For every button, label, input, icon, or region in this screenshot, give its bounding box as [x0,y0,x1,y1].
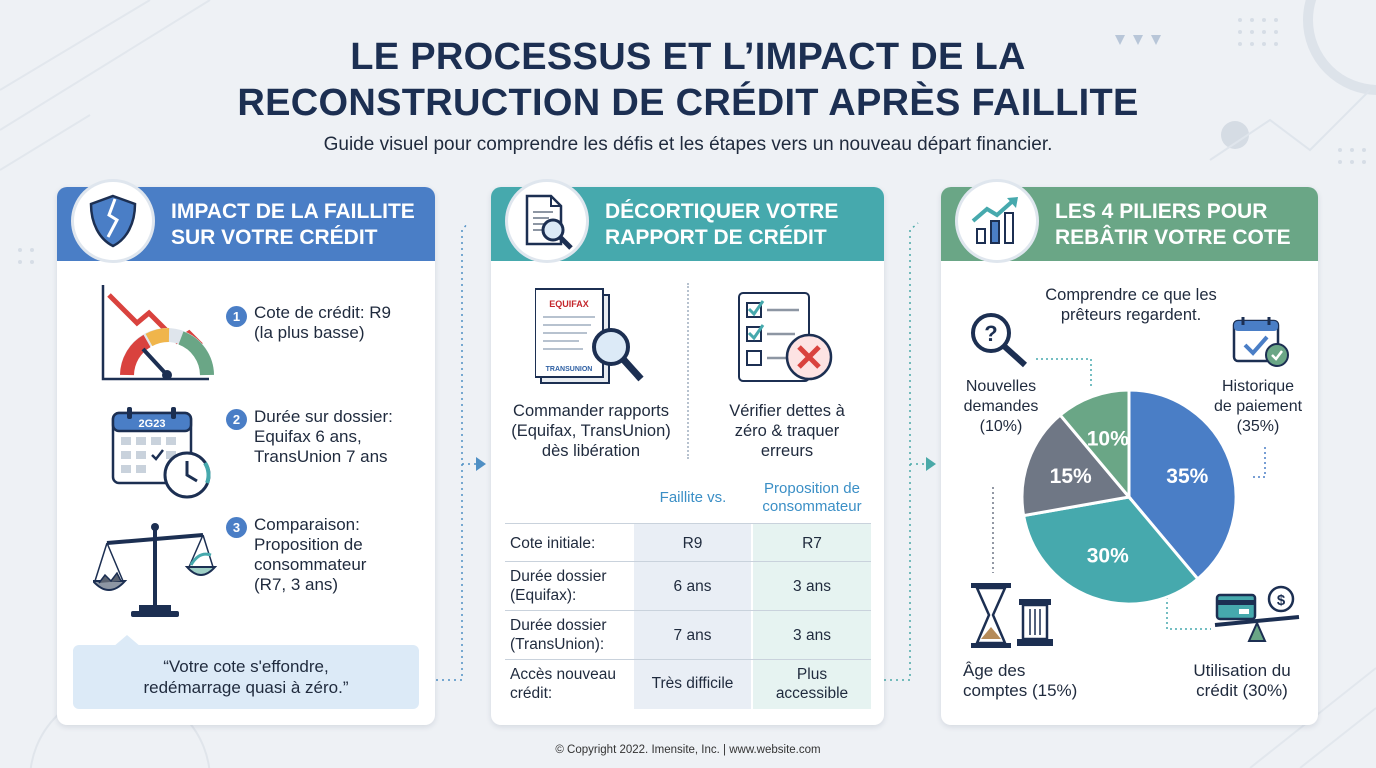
credit-report-documents-icon [535,287,649,391]
label-historique-line1: Historique [1221,378,1295,395]
calendar-year: 2G23 [138,418,166,430]
page-subtitle: Guide visuel pour comprendre les défis et les étapes vers un nouveau départ financier. [323,134,1053,155]
report-card-header [491,187,884,261]
impact-card [57,187,435,725]
document-search-icon [505,179,589,263]
table-row-label [510,567,607,605]
question-magnifier-icon [967,311,1033,369]
footer-copyright: © Copyright 2022. Imensite, Inc. | www.website.com [555,744,821,756]
page-title-line2: RECONSTRUCTION DE CRÉDIT APRÈS FAILLITE [237,82,1139,124]
impact-item-2-line3: TransUnion 7 ans [254,447,388,466]
pie-slice-label: 30% [1086,544,1129,568]
verify-debts-line1: Vérifier dettes à [729,402,845,420]
table-row [505,523,871,561]
impact-item-3-line3: consommateur [254,555,367,574]
label-historique-line3: (35%) [1236,418,1280,435]
pillars-header-line2: REBÂTIR VOTRE COTE [1055,226,1291,249]
table-row-label-line2: crédit: [510,685,553,702]
label-age-line1: Âge des [963,661,1026,680]
table-row [505,610,871,659]
pie-slice-label: 15% [1049,464,1092,488]
report-header-line1: DÉCORTIQUER VOTRE [605,200,839,223]
pie-slice-label: 35% [1166,464,1209,488]
order-reports-line2: (Equifax, TransUnion) [511,422,671,440]
label-utilisation-credit [1177,661,1307,701]
pillars-intro-line1: Comprendre ce que les [1045,286,1217,304]
order-reports-caption [493,401,689,461]
impact-item-1-number: 1 [226,306,247,327]
table-row-label: Cote initiale: [510,535,596,552]
label-nouvelles-line2: demandes [963,398,1039,415]
equifax-logo-text: EQUIFAX [549,299,589,309]
table-cell-faillite: 6 ans [673,578,712,595]
impact-item-3-line2: Proposition de [254,535,363,554]
order-reports-line3: dès libération [541,442,641,460]
label-historique-line2: de paiement [1213,398,1303,415]
impact-item-3-text [254,515,366,595]
table-cell-faillite: 7 ans [673,627,712,644]
pie-slice-label: 10% [1086,427,1129,451]
label-utilisation-line2: crédit (30%) [1196,681,1288,700]
impact-item-3-line4: (R7, 3 ans) [254,575,339,594]
broken-shield-icon [71,179,155,263]
impact-item-3-line1: Comparaison: [254,515,360,534]
svg-text:?: ? [984,321,998,346]
table-cell-proposition-line1: Plus [796,666,828,683]
table-header-faillite: Faillite vs. [659,489,727,506]
label-age-line2: comptes (15%) [963,681,1078,700]
verify-debts-caption [699,401,875,461]
table-cell-proposition: 3 ans [793,578,831,595]
impact-item-2-line1: Durée sur dossier: [254,407,393,426]
card-balance-icon [1211,585,1305,647]
verify-debts-line3: erreurs [760,442,814,460]
report-header-line2: RAPPORT DE CRÉDIT [605,226,827,249]
transunion-logo-text: TRANSUNION [545,366,593,373]
table-row-label-line1: Durée dossier [510,617,607,634]
calendar-clock-icon [109,405,215,503]
label-nouvelles-demandes [947,377,1055,437]
pillars-header-line1: LES 4 PILIERS POUR [1055,200,1268,223]
calendar-check-icon [1231,315,1291,369]
label-nouvelles-line3: (10%) [979,418,1023,435]
report-card [491,187,884,725]
table-row [505,561,871,610]
table-header-proposition-line1: Proposition de [764,480,860,497]
pillars-intro-line2: prêteurs regardent. [1060,306,1202,324]
table-cell-faillite: R9 [682,535,703,552]
table-row-label-line1: Accès nouveau [510,666,616,683]
impact-header-line2: SUR VOTRE CRÉDIT [171,226,378,249]
table-row-label-line1: Durée dossier [510,568,607,585]
impact-item-2-line2: Equifax 6 ans, [254,427,362,446]
label-historique-paiement [1193,377,1323,437]
svg-text:$: $ [1276,592,1286,609]
impact-item-2-text [254,407,393,467]
table-cell-proposition: R7 [802,535,822,552]
order-reports-line1: Commander rapports [513,402,669,420]
quote-line1: “Votre cote s'effondre, [163,657,329,676]
pillars-card [941,187,1318,725]
table-row-label [510,665,616,703]
checklist-error-icon [735,291,839,387]
label-utilisation-line1: Utilisation du [1193,661,1291,680]
table-cell-proposition: 3 ans [793,627,831,644]
table-row-label-line2: (TransUnion): [510,636,605,653]
impact-card-header [57,187,435,261]
impact-item-3-number: 3 [226,517,247,538]
table-row-label-line2: (Equifax): [510,587,577,604]
table-row-label [510,616,607,654]
table-row [505,659,871,709]
table-header-proposition-line2: consommateur [762,498,862,515]
page-title [0,34,1376,126]
verify-debts-line2: zéro & traquer [734,422,840,440]
label-nouvelles-line1: Nouvelles [965,378,1037,395]
impact-item-1-line2: (la plus basse) [254,323,365,342]
table-cell-faillite: Très difficile [651,675,734,692]
hourglass-pillar-icon [967,581,1059,651]
impact-item-1-text [254,303,391,343]
page-title-line1: LE PROCESSUS ET L’IMPACT DE LA [350,36,1026,78]
table-cell-proposition [753,665,871,703]
quote-line2: redémarrage quasi à zéro.” [143,678,349,697]
falling-gauge-icon [97,283,215,383]
table-cell-proposition-line2: accessible [775,685,849,702]
impact-header-line1: IMPACT DE LA FAILLITE [171,200,415,223]
impact-item-2-number: 2 [226,409,247,430]
label-age-comptes [951,661,1081,701]
balance-scale-icon [93,521,217,621]
impact-quote [73,645,419,709]
table-header-proposition [747,480,877,516]
impact-item-1-line1: Cote de crédit: R9 [254,303,392,322]
